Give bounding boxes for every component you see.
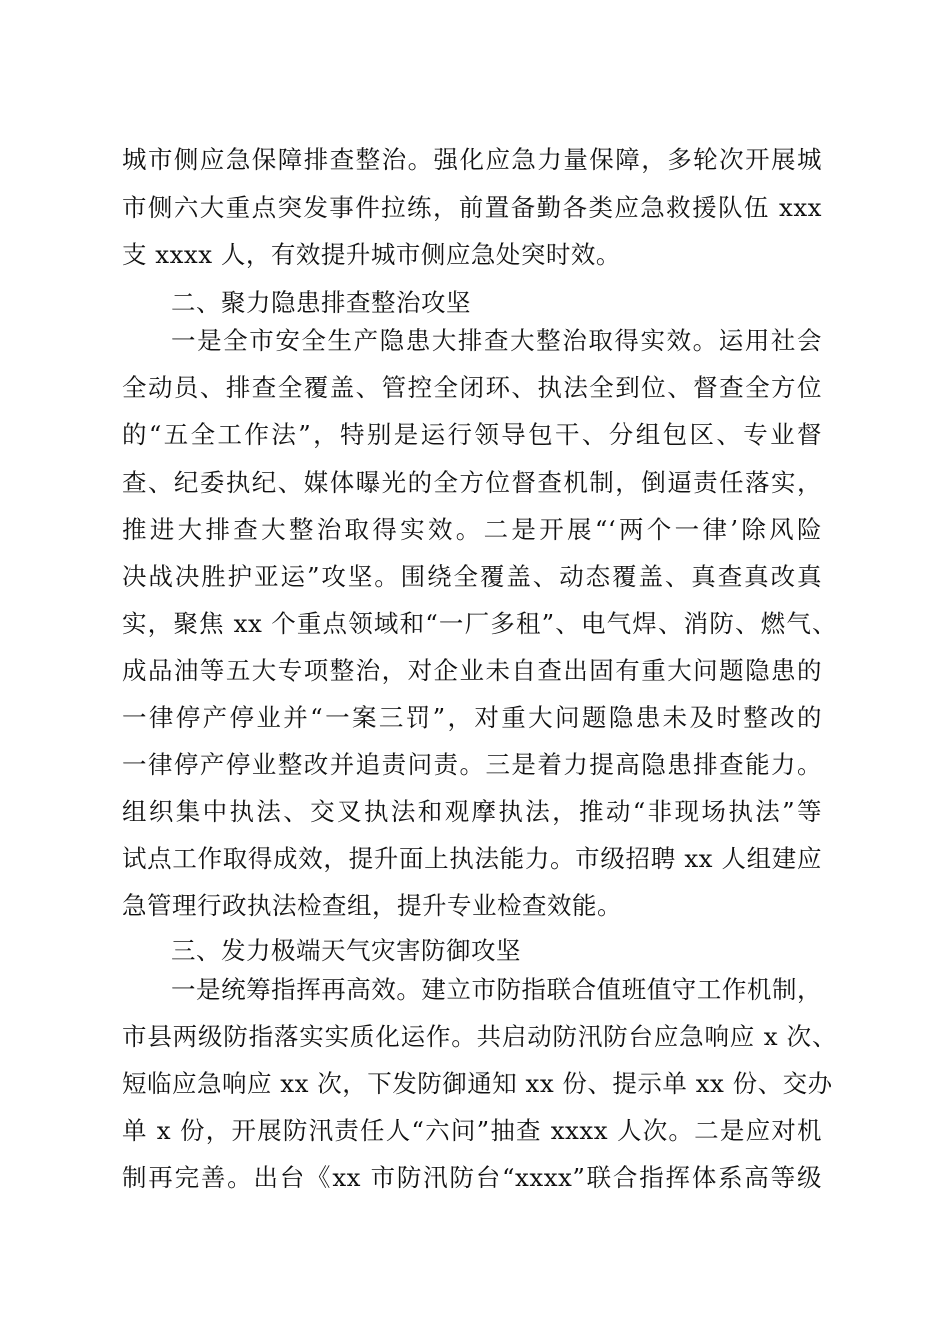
paragraph-line: 单 x 份，开展防汛责任人“六问”抽查 xxxx 人次。二是应对机	[122, 1116, 822, 1145]
paragraph-line: 一律停产停业并“一案三罚”，对重大问题隐患未及时整改的	[122, 703, 822, 732]
paragraph-line: 一律停产停业整改并追责问责。三是着力提高隐患排查能力。	[122, 750, 822, 779]
paragraph-line: 一是统筹指挥再高效。建立市防指联合值班值守工作机制，	[171, 975, 822, 1004]
paragraph-line: 试点工作取得成效，提升面上执法能力。市级招聘 xx 人组建应	[122, 844, 822, 873]
paragraph-line: 查、纪委执纪、媒体曝光的全方位督查机制，倒逼责任落实，	[122, 468, 822, 497]
paragraph-line: 的“五全工作法”，特别是运行领导包干、分组包区、专业督	[122, 420, 822, 449]
paragraph-line: 决战决胜护亚运”攻坚。围绕全覆盖、动态覆盖、真查真改真	[122, 562, 822, 591]
section-heading-2: 二、聚力隐患排查整治攻坚	[171, 288, 471, 317]
paragraph-line: 全动员、排查全覆盖、管控全闭环、执法全到位、督查全方位	[122, 373, 822, 402]
paragraph-line: 一是全市安全生产隐患大排查大整治取得实效。运用社会	[171, 326, 822, 355]
paragraph-line: 城市侧应急保障排查整治。强化应急力量保障，多轮次开展城	[122, 145, 822, 174]
paragraph-line: 市侧六大重点突发事件拉练，前置备勤各类应急救援队伍 xxx	[122, 193, 822, 222]
paragraph-line: 实，聚焦 xx 个重点领域和“一厂多租”、电气焊、消防、燃气、	[122, 609, 837, 638]
paragraph-line: 组织集中执法、交叉执法和观摩执法，推动“非现场执法”等	[122, 797, 822, 826]
paragraph-line: 制再完善。出台《xx 市防汛防台“xxxx”联合指挥体系高等级	[122, 1163, 822, 1192]
paragraph-line: 市县两级防指落实实质化运作。共启动防汛防台应急响应 x 次、	[122, 1022, 837, 1051]
section-heading-3: 三、发力极端天气灾害防御攻坚	[171, 936, 521, 965]
paragraph-line: 成品油等五大专项整治，对企业未自查出固有重大问题隐患的	[122, 656, 822, 685]
paragraph-line: 短临应急响应 xx 次，下发防御通知 xx 份、提示单 xx 份、交办	[122, 1069, 833, 1098]
paragraph-line: 急管理行政执法检查组，提升专业检查效能。	[122, 891, 622, 920]
paragraph-line: 推进大排查大整治取得实效。二是开展“‘两个一律’除风险	[122, 515, 822, 544]
paragraph-line: 支 xxxx 人，有效提升城市侧应急处突时效。	[122, 240, 621, 269]
